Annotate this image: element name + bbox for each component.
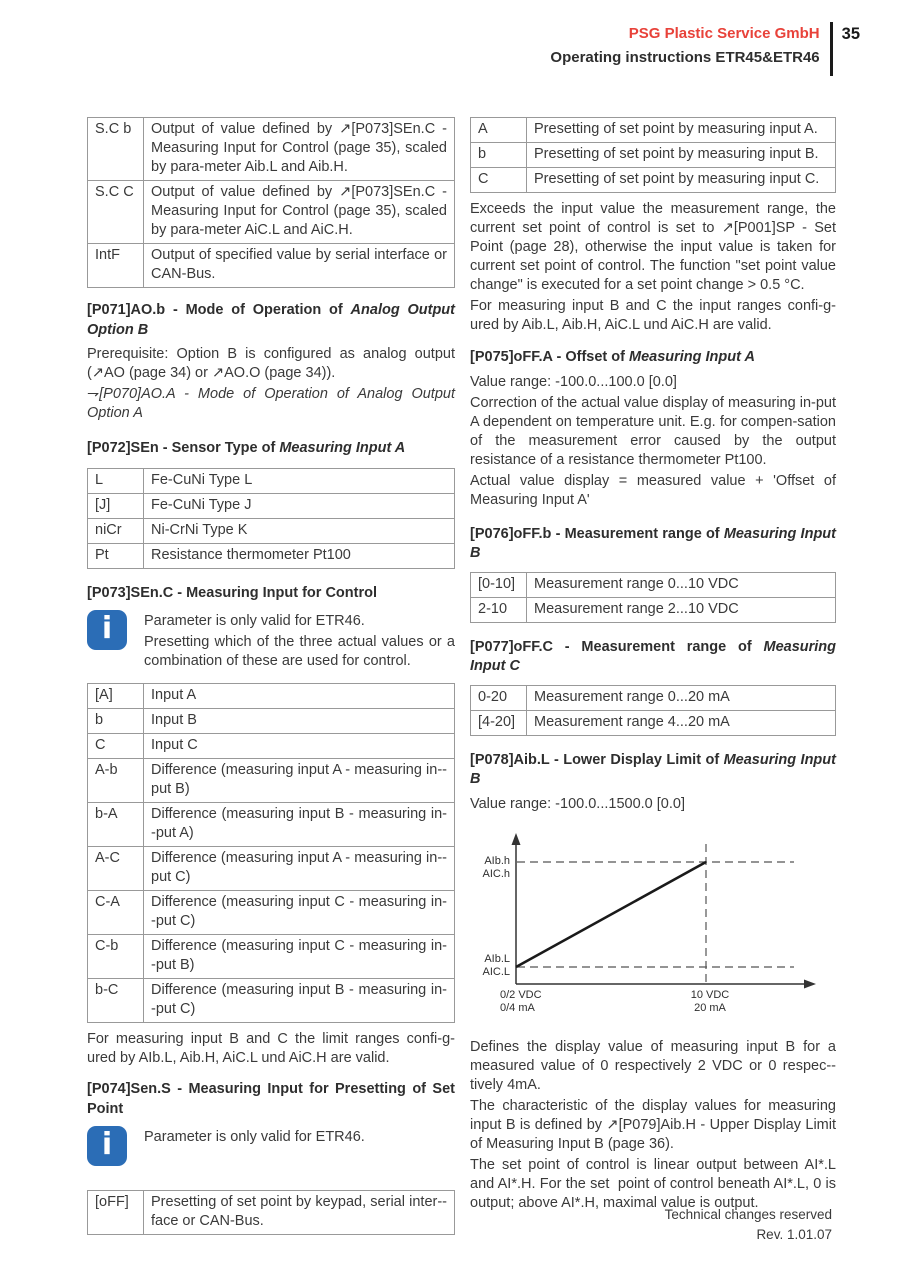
- heading-p078-italic: Measuring Input B: [470, 751, 836, 787]
- heading-p073: [87, 584, 455, 604]
- table-row: [471, 710, 836, 735]
- table-row: [88, 1191, 455, 1235]
- label-aib-l: AIb.L: [484, 952, 510, 965]
- table-value-cell: Input B: [144, 709, 455, 734]
- table-row: [88, 684, 455, 709]
- table-value-cell: Fe-CuNi Type J: [144, 493, 455, 518]
- characteristic-chart: [470, 832, 836, 1024]
- table-value-cell: Measurement range 0...10 VDC: [527, 572, 836, 597]
- heading-p075: [470, 348, 836, 368]
- table-key-cell: S.C b: [88, 118, 144, 181]
- off-table: [87, 1190, 455, 1235]
- heading-p078-plain: [P078]Aib.L - Lower Display Limit of: [470, 751, 724, 768]
- p075-paragraph1: Correction of the actual value display of measuring in-put A dependent on temperature unit. E.g. for compen-sation of the measurement error caused by the output resistance of a resistance thermometer Pt100.: [470, 394, 836, 468]
- left-column: [87, 117, 455, 1235]
- p073-note1: Parameter is only valid for ETR46.: [144, 613, 365, 629]
- table-row: [471, 597, 836, 622]
- info-note: [87, 610, 455, 673]
- table-value-cell: Presetting of set point by measuring input C.: [527, 168, 836, 193]
- table-value-cell: Difference (measuring input A - measuring in--put B): [144, 759, 455, 803]
- table-row: [88, 468, 455, 493]
- p071-prerequisite: Prerequisite: Option B is configured as analog output (↗AO (page 34) or ↗AO.O (page 34)).: [87, 346, 455, 381]
- table-row: [471, 685, 836, 710]
- table-value-cell: Measurement range 4...20 mA: [527, 710, 836, 735]
- heading-p072-italic: Measuring Input A: [279, 440, 406, 456]
- table-value-cell: Resistance thermometer Pt100: [144, 543, 455, 568]
- table-value-cell: Difference (measuring input B - measuring in--put C): [144, 979, 455, 1023]
- table-value-cell: Input A: [144, 684, 455, 709]
- table-row: [88, 734, 455, 759]
- table-key-cell: C: [471, 168, 527, 193]
- page-footer: [665, 1205, 832, 1245]
- heading-p078: [470, 751, 836, 790]
- p071-crossref: [87, 385, 455, 423]
- label-20-ma: 20 mA: [694, 1002, 726, 1014]
- table-value-cell: Difference (measuring input C - measuring in--put C): [144, 891, 455, 935]
- table-value-cell: Measurement range 0...20 mA: [527, 685, 836, 710]
- table-row: [88, 543, 455, 568]
- table-value-cell: Ni-CrNi Type K: [144, 518, 455, 543]
- footer-line2: Rev. 1.01.07: [756, 1227, 832, 1242]
- table-value-cell: Difference (measuring input A - measuring in--put C): [144, 847, 455, 891]
- table-row: [471, 168, 836, 193]
- table-key-cell: A: [471, 118, 527, 143]
- p078-paragraph3: The set point of control is linear output between AI*.L and AI*.H. For the set point of control beneath AI*.L, 0 is output; above AI*.H, maximal value is output.: [470, 1156, 836, 1211]
- header-divider: [830, 22, 833, 76]
- table-key-cell: 0-20: [471, 685, 527, 710]
- table-row: [471, 143, 836, 168]
- table-value-cell: Input C: [144, 734, 455, 759]
- p078-paragraph2: The characteristic of the display values for measuring input B is defined by ↗[P079]Aib.H - Upper Display Limit of Measuring Input B (page 36).: [470, 1097, 836, 1152]
- table-row: [88, 518, 455, 543]
- table-value-cell: Measurement range 2...10 VDC: [527, 597, 836, 622]
- p078-paragraph1: Defines the display value of measuring input B for a measured value of 0 respectively 2 VDC or 0 respec--tively 4mA.: [470, 1038, 836, 1093]
- crossref-text: [P070]AO.A - Mode of Operation of Analog Output Option A: [87, 386, 455, 421]
- sensor-type-table: [87, 468, 455, 569]
- chart-x-left-labels: [500, 989, 542, 1016]
- table-row: [88, 493, 455, 518]
- header-text: [550, 22, 819, 70]
- table-row: [88, 935, 455, 979]
- p075-paragraph2: Actual value display = measured value + 'Offset of Measuring Input A': [470, 472, 836, 508]
- para-exceeds: Exceeds the input value the measurement range, the current set point of control is set to ↗[P001]SP - Set Point (page 28), otherwise the input value is taken for current set point of control. The function "set point value change" is executed for a set point change > 0.5 °C.: [470, 201, 836, 293]
- info-icon: i: [87, 610, 127, 650]
- table-key-cell: niCr: [88, 518, 144, 543]
- p073-note2: Presetting which of the three actual values or a combination of these are used for control.: [144, 634, 455, 669]
- table-key-cell: b-A: [88, 803, 144, 847]
- heading-p073-plain: [P073]SEn.C - Measuring Input for Control: [87, 584, 378, 601]
- table-row: [88, 847, 455, 891]
- label-aic-h: AIC.h: [482, 868, 510, 880]
- crossref-arrow-icon: ⇁: [87, 386, 100, 402]
- table-key-cell: b: [471, 143, 527, 168]
- heading-p075-italic: Measuring Input A: [628, 349, 755, 365]
- table-row: [88, 759, 455, 803]
- table-key-cell: 2-10: [471, 597, 527, 622]
- heading-p076-plain: [P076]oFF.b - Measurement range of: [470, 525, 724, 542]
- table-value-cell: Output of specified value by serial interface or CAN-Bus.: [144, 244, 455, 288]
- heading-p077-plain: [P077]oFF.C - Measurement range of: [470, 638, 764, 655]
- info-note-text: [144, 1126, 455, 1166]
- label-10-vdc: 10 VDC: [690, 988, 730, 1001]
- heading-p077: [470, 638, 836, 677]
- table-row: [88, 244, 455, 288]
- table-value-cell: Difference (measuring input C - measuring in--put B): [144, 935, 455, 979]
- table-row: [88, 979, 455, 1023]
- analog-output-values-table: [87, 117, 455, 288]
- table-row: [471, 572, 836, 597]
- heading-p076-italic: Measuring Input B: [470, 525, 836, 561]
- table-row: [88, 181, 455, 244]
- table-key-cell: [oFF]: [88, 1191, 144, 1235]
- heading-p072: [87, 439, 455, 459]
- table-key-cell: b: [88, 709, 144, 734]
- heading-p077-italic: Measuring Input C: [470, 638, 836, 674]
- label-0-4-ma: 0/4 mA: [500, 1002, 535, 1014]
- range-b-table: [470, 572, 836, 623]
- table-row: [88, 891, 455, 935]
- table-value-cell: Presetting of set point by keypad, serial inter--face or CAN-Bus.: [144, 1191, 455, 1235]
- table-key-cell: [A]: [88, 684, 144, 709]
- table-key-cell: C-A: [88, 891, 144, 935]
- table-key-cell: A-b: [88, 759, 144, 803]
- table-key-cell: [4-20]: [471, 710, 527, 735]
- setpoint-preset-table: [470, 117, 836, 193]
- footer-line1: Technical changes reserved: [664, 1207, 832, 1222]
- table-key-cell: IntF: [88, 244, 144, 288]
- table-key-cell: [0-10]: [471, 572, 527, 597]
- table-key-cell: S.C C: [88, 181, 144, 244]
- table-key-cell: A-C: [88, 847, 144, 891]
- table-key-cell: b-C: [88, 979, 144, 1023]
- info-note: [87, 1126, 455, 1166]
- page-header: [550, 22, 860, 76]
- chart-x-right-labels: [678, 989, 742, 1016]
- heading-p071-plain: [P071]AO.b - Mode of Operation of: [87, 302, 351, 318]
- table-value-cell: Presetting of set point by measuring input A.: [527, 118, 836, 143]
- table-row: [88, 709, 455, 734]
- heading-p071-italic: Analog Output Option B: [87, 302, 455, 338]
- para-input-ranges: For measuring input B and C the input ranges confi-g-ured by Aib.L, Aib.H, AiC.L und AiC.H are valid.: [470, 298, 836, 333]
- heading-p076: [470, 525, 836, 564]
- p078-value-range: Value range: -100.0...1500.0 [0.0]: [470, 795, 685, 812]
- p073-paragraph: For measuring input B and C the limit ranges confi-g-ured by AIb.L, Aib.H, AiC.L und AiC.H are valid.: [87, 1031, 455, 1066]
- info-icon: i: [87, 1126, 127, 1166]
- table-value-cell: Fe-CuNi Type L: [144, 468, 455, 493]
- heading-p072-plain: [P072]SEn - Sensor Type of: [87, 440, 280, 456]
- chart-y-lower-labels: [470, 953, 510, 980]
- table-row: [88, 118, 455, 181]
- right-column: [470, 117, 836, 1215]
- table-key-cell: L: [88, 468, 144, 493]
- table-key-cell: Pt: [88, 543, 144, 568]
- heading-p075-plain: [P075]oFF.A - Offset of: [470, 349, 629, 365]
- label-aic-l: AIC.L: [482, 966, 510, 978]
- p075-value-range: Value range: -100.0...100.0 [0.0]: [470, 373, 677, 390]
- measuring-input-table: [87, 683, 455, 1023]
- range-c-table: [470, 685, 836, 736]
- table-key-cell: [J]: [88, 493, 144, 518]
- page-number: 35: [841, 25, 860, 43]
- heading-p074: [87, 1080, 455, 1119]
- document-title: Operating instructions ETR45&ETR46: [550, 49, 820, 66]
- table-key-cell: C-b: [88, 935, 144, 979]
- label-aib-h: AIb.h: [484, 854, 510, 867]
- heading-p074-plain: [P074]Sen.S - Measuring Input for Presetting of Set Point: [87, 1081, 455, 1117]
- table-row: [471, 118, 836, 143]
- table-value-cell: Difference (measuring input B - measuring in--put A): [144, 803, 455, 847]
- table-row: [88, 803, 455, 847]
- info-note-text: [144, 610, 455, 673]
- table-value-cell: Presetting of set point by measuring input B.: [527, 143, 836, 168]
- heading-p071: [87, 301, 455, 340]
- label-0-2-vdc: 0/2 VDC: [500, 988, 542, 1001]
- table-value-cell: Output of value defined by ↗[P073]SEn.C - Measuring Input for Control (page 35), scaled by para-meter Aib.L and Aib.H.: [144, 118, 455, 181]
- table-key-cell: C: [88, 734, 144, 759]
- table-value-cell: Output of value defined by ↗[P073]SEn.C - Measuring Input for Control (page 35), scaled by para-meter AiC.L and AiC.H.: [144, 181, 455, 244]
- p074-note1: Parameter is only valid for ETR46.: [144, 1129, 365, 1145]
- brand-name: PSG Plastic Service GmbH: [628, 25, 820, 42]
- chart-y-upper-labels: [470, 855, 510, 882]
